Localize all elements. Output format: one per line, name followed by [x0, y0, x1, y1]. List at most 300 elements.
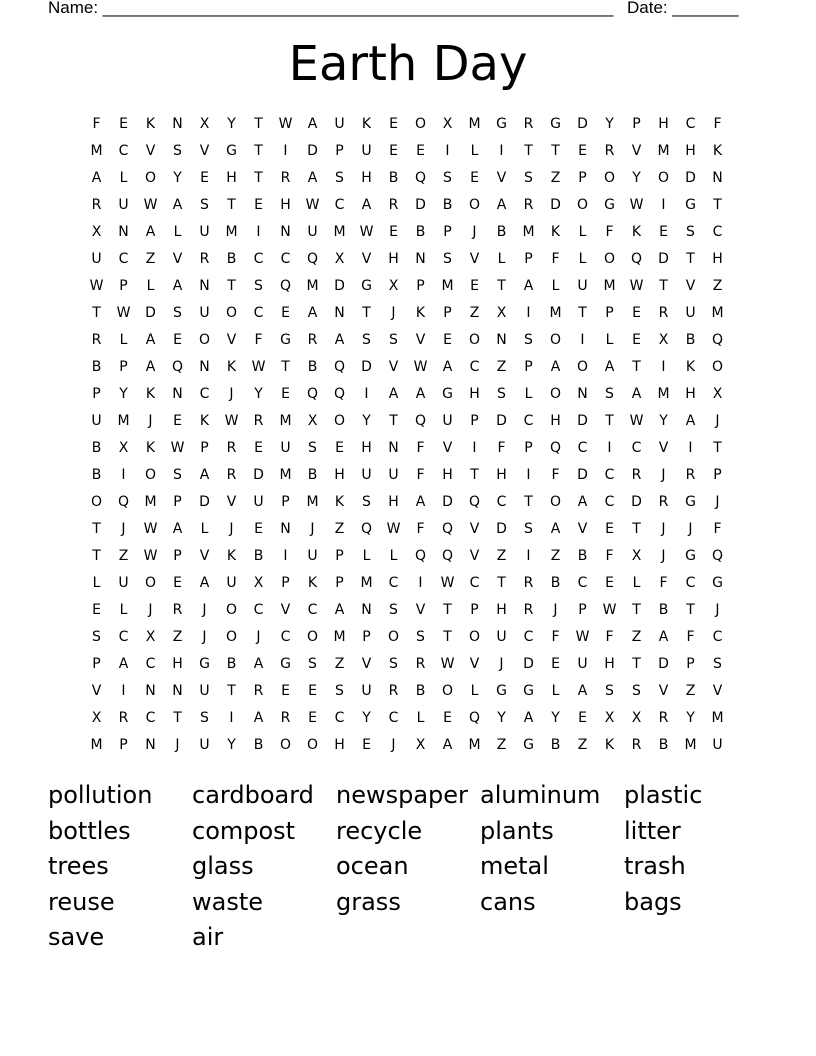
grid-letter: Q — [360, 521, 373, 537]
grid-letter: Q — [279, 278, 292, 294]
grid-letter: I — [256, 224, 261, 240]
grid-letter: D — [145, 305, 156, 321]
grid-letter: A — [307, 305, 318, 321]
grid-letter: A — [253, 656, 264, 672]
grid-letter: U — [388, 467, 399, 483]
grid-letter: K — [550, 224, 561, 240]
grid-letter: I — [445, 143, 450, 159]
grid-letter: J — [715, 413, 720, 429]
grid-letter: R — [307, 332, 318, 348]
grid-letter: P — [281, 575, 290, 591]
grid-letter: A — [577, 683, 588, 699]
grid-letter: M — [657, 143, 670, 159]
grid-letter: P — [119, 278, 128, 294]
grid-letter: T — [605, 413, 614, 429]
name-field-label: Name: ______________________________________________________ — [48, 0, 614, 17]
grid-letter: E — [173, 332, 182, 348]
grid-letter: F — [713, 116, 722, 132]
grid-letter: J — [391, 305, 396, 321]
grid-letter: G — [550, 116, 561, 132]
grid-letter: R — [523, 602, 534, 618]
grid-letter: E — [254, 440, 263, 456]
grid-letter: O — [279, 737, 292, 753]
grid-letter: T — [497, 575, 506, 591]
grid-letter: C — [523, 629, 534, 645]
grid-row — [83, 246, 731, 273]
grid-letter: E — [308, 683, 317, 699]
grid-letter: A — [334, 332, 345, 348]
grid-letter: C — [307, 602, 318, 618]
grid-letter: R — [253, 413, 264, 429]
grid-letter: B — [307, 467, 318, 483]
grid-letter: P — [173, 548, 182, 564]
grid-letter: D — [685, 170, 696, 186]
grid-letter: T — [227, 278, 236, 294]
grid-letter: C — [253, 305, 264, 321]
grid-letter: Q — [630, 251, 643, 267]
grid-letter: H — [361, 440, 372, 456]
grid-letter: O — [603, 170, 616, 186]
grid-letter: M — [711, 710, 724, 726]
grid-letter: A — [604, 359, 615, 375]
grid-letter: B — [658, 737, 669, 753]
grid-letter: F — [416, 521, 425, 537]
grid-letter: C — [577, 440, 588, 456]
grid-letter: X — [253, 575, 264, 591]
grid-letter: J — [229, 386, 234, 402]
grid-letter: T — [227, 197, 236, 213]
grid-letter: E — [308, 710, 317, 726]
grid-letter: H — [604, 656, 615, 672]
grid-letter: Y — [362, 710, 371, 726]
grid-letter: S — [173, 467, 182, 483]
grid-letter: K — [145, 386, 156, 402]
grid-letter: S — [524, 521, 533, 537]
grid-letter: O — [549, 332, 562, 348]
grid-letter: T — [524, 143, 533, 159]
grid-letter: C — [712, 629, 723, 645]
grid-row — [83, 300, 731, 327]
grid-letter: E — [254, 197, 263, 213]
grid-letter: J — [310, 521, 315, 537]
grid-letter: H — [496, 467, 507, 483]
grid-letter: R — [388, 683, 399, 699]
grid-row — [83, 354, 731, 381]
grid-letter: O — [657, 170, 670, 186]
grid-letter: L — [200, 521, 209, 537]
grid-letter: G — [685, 197, 696, 213]
grid-letter: V — [199, 548, 210, 564]
grid-letter: H — [226, 170, 237, 186]
grid-letter: T — [389, 413, 398, 429]
grid-letter: M — [360, 575, 373, 591]
grid-letter: G — [523, 737, 534, 753]
grid-letter: R — [631, 737, 642, 753]
grid-letter: G — [361, 278, 372, 294]
grid-letter: U — [685, 305, 696, 321]
grid-letter: P — [578, 170, 587, 186]
grid-letter: G — [712, 575, 723, 591]
grid-letter: E — [443, 332, 452, 348]
grid-letter: Q — [306, 251, 319, 267]
grid-row — [83, 678, 731, 705]
grid-letter: V — [712, 683, 723, 699]
grid-letter: X — [145, 629, 156, 645]
grid-letter: F — [551, 467, 560, 483]
grid-letter: L — [389, 548, 398, 564]
grid-letter: B — [550, 575, 561, 591]
grid-letter: I — [607, 440, 612, 456]
word-bank — [48, 778, 768, 956]
grid-letter: F — [416, 467, 425, 483]
grid-letter: P — [92, 386, 101, 402]
grid-letter: P — [200, 440, 209, 456]
grid-letter: Z — [631, 629, 642, 645]
grid-letter: S — [335, 683, 344, 699]
word-bank-item: grass — [336, 887, 401, 916]
grid-letter: V — [469, 521, 480, 537]
grid-letter: B — [388, 170, 399, 186]
grid-letter: Z — [334, 656, 345, 672]
grid-letter: H — [388, 494, 399, 510]
grid-letter: C — [604, 494, 615, 510]
word-bank-item: reuse — [48, 887, 115, 916]
grid-letter: A — [172, 197, 183, 213]
word-bank-item: plants — [480, 816, 554, 845]
grid-letter: Q — [414, 548, 427, 564]
grid-letter: Y — [173, 170, 182, 186]
grid-letter: Q — [711, 332, 724, 348]
grid-letter: V — [469, 251, 480, 267]
grid-letter: F — [497, 440, 506, 456]
word-bank-item: save — [48, 923, 105, 952]
grid-letter: U — [253, 494, 264, 510]
grid-letter: X — [631, 548, 642, 564]
grid-letter: D — [253, 467, 264, 483]
grid-letter: Y — [227, 116, 236, 132]
grid-letter: J — [148, 413, 153, 429]
grid-letter: J — [499, 656, 504, 672]
grid-letter: O — [711, 359, 724, 375]
grid-letter: S — [335, 170, 344, 186]
grid-letter: C — [199, 386, 210, 402]
grid-letter: A — [631, 386, 642, 402]
grid-letter: Q — [468, 710, 481, 726]
grid-letter: Z — [496, 737, 507, 753]
grid-letter: Q — [468, 494, 481, 510]
grid-letter: M — [549, 305, 562, 321]
grid-row — [83, 543, 731, 570]
grid-letter: Z — [550, 548, 561, 564]
grid-letter: D — [334, 278, 345, 294]
grid-letter: B — [442, 197, 453, 213]
grid-letter: V — [658, 440, 669, 456]
grid-letter: E — [92, 602, 101, 618]
grid-letter: P — [578, 602, 587, 618]
word-bank-item: compost — [192, 816, 296, 845]
grid-letter: O — [576, 197, 589, 213]
grid-letter: Y — [551, 710, 560, 726]
grid-letter: W — [575, 629, 590, 645]
grid-letter: E — [119, 116, 128, 132]
grid-letter: B — [253, 737, 264, 753]
grid-letter: K — [685, 359, 696, 375]
grid-letter: S — [200, 197, 209, 213]
grid-letter: G — [199, 656, 210, 672]
grid-row — [83, 192, 731, 219]
grid-letter: Z — [577, 737, 588, 753]
grid-letter: L — [146, 278, 155, 294]
grid-letter: W — [143, 548, 158, 564]
grid-letter: Z — [712, 278, 723, 294]
grid-letter: E — [632, 305, 641, 321]
grid-letter: V — [280, 602, 291, 618]
grid-letter: A — [685, 413, 696, 429]
grid-letter: T — [470, 467, 479, 483]
grid-letter: C — [496, 494, 507, 510]
grid-letter: M — [333, 224, 346, 240]
grid-letter: O — [225, 629, 238, 645]
grid-letter: K — [334, 494, 345, 510]
grid-letter: D — [523, 656, 534, 672]
grid-letter: A — [415, 386, 426, 402]
grid-letter: B — [577, 548, 588, 564]
grid-letter: X — [91, 224, 102, 240]
grid-letter: M — [225, 224, 238, 240]
grid-letter: F — [605, 548, 614, 564]
grid-letter: O — [225, 602, 238, 618]
grid-letter: T — [632, 602, 641, 618]
grid-letter: Z — [496, 359, 507, 375]
grid-letter: R — [91, 332, 102, 348]
grid-letter: B — [253, 548, 264, 564]
grid-letter: W — [386, 521, 401, 537]
grid-letter: U — [118, 197, 129, 213]
grid-letter: I — [472, 440, 477, 456]
grid-letter: S — [389, 602, 398, 618]
grid-letter: N — [361, 602, 372, 618]
grid-letter: D — [496, 413, 507, 429]
grid-letter: V — [226, 332, 237, 348]
grid-letter: T — [254, 170, 263, 186]
grid-letter: T — [443, 629, 452, 645]
grid-letter: Y — [632, 170, 641, 186]
grid-letter: M — [279, 467, 292, 483]
grid-letter: P — [524, 440, 533, 456]
grid-letter: R — [523, 116, 534, 132]
grid-row — [83, 705, 731, 732]
grid-letter: G — [685, 494, 696, 510]
word-bank-item: cans — [480, 887, 536, 916]
grid-letter: J — [553, 602, 558, 618]
grid-letter: I — [364, 386, 369, 402]
grid-letter: P — [470, 602, 479, 618]
grid-letter: U — [334, 116, 345, 132]
grid-letter: M — [279, 413, 292, 429]
grid-letter: U — [361, 683, 372, 699]
grid-letter: E — [173, 575, 182, 591]
grid-letter: L — [92, 575, 101, 591]
grid-letter: D — [658, 251, 669, 267]
grid-letter: Z — [334, 521, 345, 537]
grid-letter: Q — [441, 548, 454, 564]
grid-row — [83, 165, 731, 192]
grid-letter: Q — [306, 386, 319, 402]
grid-letter: S — [173, 143, 182, 159]
grid-letter: A — [523, 278, 534, 294]
grid-letter: D — [199, 494, 210, 510]
grid-letter: E — [173, 413, 182, 429]
grid-row — [83, 489, 731, 516]
grid-letter: T — [92, 521, 101, 537]
grid-letter: H — [469, 386, 480, 402]
grid-letter: S — [389, 656, 398, 672]
grid-letter: H — [685, 386, 696, 402]
grid-letter: R — [658, 494, 669, 510]
grid-letter: E — [551, 656, 560, 672]
grid-letter: P — [443, 305, 452, 321]
grid-letter: E — [389, 224, 398, 240]
grid-letter: O — [306, 737, 319, 753]
grid-letter: T — [632, 359, 641, 375]
grid-letter: A — [91, 170, 102, 186]
grid-letter: Z — [172, 629, 183, 645]
grid-letter: T — [227, 683, 236, 699]
grid-letter: W — [89, 278, 104, 294]
letter-grid — [83, 111, 731, 759]
grid-letter: X — [334, 251, 345, 267]
grid-letter: L — [470, 683, 479, 699]
grid-letter: C — [118, 629, 129, 645]
grid-letter: W — [629, 197, 644, 213]
grid-letter: Q — [711, 548, 724, 564]
grid-letter: V — [442, 440, 453, 456]
grid-letter: I — [121, 467, 126, 483]
grid-letter: O — [198, 332, 211, 348]
grid-letter: M — [306, 278, 319, 294]
grid-letter: S — [389, 332, 398, 348]
grid-letter: J — [661, 521, 666, 537]
grid-letter: R — [388, 197, 399, 213]
grid-letter: O — [549, 386, 562, 402]
grid-row — [83, 138, 731, 165]
grid-letter: T — [443, 602, 452, 618]
grid-letter: V — [226, 494, 237, 510]
grid-letter: X — [91, 710, 102, 726]
grid-letter: E — [605, 575, 614, 591]
grid-letter: M — [522, 224, 535, 240]
grid-letter: T — [659, 278, 668, 294]
grid-letter: L — [173, 224, 182, 240]
grid-letter: J — [175, 737, 180, 753]
grid-letter: S — [605, 386, 614, 402]
grid-letter: J — [661, 548, 666, 564]
grid-row — [83, 273, 731, 300]
grid-letter: H — [685, 143, 696, 159]
grid-letter: C — [145, 710, 156, 726]
grid-letter: P — [605, 305, 614, 321]
grid-letter: X — [712, 386, 723, 402]
grid-letter: R — [604, 143, 615, 159]
grid-letter: X — [388, 278, 399, 294]
grid-letter: H — [172, 656, 183, 672]
grid-letter: G — [523, 683, 534, 699]
grid-letter: E — [335, 440, 344, 456]
grid-letter: S — [362, 494, 371, 510]
grid-letter: C — [712, 224, 723, 240]
grid-letter: M — [90, 737, 103, 753]
grid-letter: L — [605, 332, 614, 348]
grid-letter: T — [686, 602, 695, 618]
grid-letter: C — [145, 656, 156, 672]
grid-letter: M — [144, 494, 157, 510]
grid-row — [83, 327, 731, 354]
grid-letter: A — [550, 521, 561, 537]
grid-letter: Y — [227, 737, 236, 753]
grid-letter: J — [256, 629, 261, 645]
grid-letter: B — [550, 737, 561, 753]
grid-letter: D — [631, 494, 642, 510]
grid-letter: N — [172, 683, 183, 699]
grid-letter: N — [145, 683, 156, 699]
grid-letter: T — [92, 305, 101, 321]
grid-letter: I — [499, 143, 504, 159]
grid-letter: O — [306, 629, 319, 645]
grid-letter: T — [632, 521, 641, 537]
grid-letter: Q — [441, 521, 454, 537]
grid-letter: C — [388, 575, 399, 591]
grid-letter: Y — [686, 710, 695, 726]
grid-letter: E — [659, 224, 668, 240]
grid-letter: H — [334, 467, 345, 483]
grid-letter: L — [497, 251, 506, 267]
grid-letter: A — [172, 521, 183, 537]
grid-letter: Y — [254, 386, 263, 402]
grid-letter: I — [283, 548, 288, 564]
grid-letter: C — [388, 710, 399, 726]
grid-letter: T — [254, 116, 263, 132]
grid-letter: U — [577, 278, 588, 294]
grid-letter: P — [686, 656, 695, 672]
grid-letter: S — [92, 629, 101, 645]
word-bank-item: ocean — [336, 852, 409, 881]
grid-letter: V — [631, 143, 642, 159]
word-bank-item: waste — [192, 887, 264, 916]
grid-letter: U — [307, 224, 318, 240]
grid-letter: S — [308, 440, 317, 456]
grid-row — [83, 111, 731, 138]
grid-letter: U — [226, 575, 237, 591]
grid-letter: I — [661, 197, 666, 213]
grid-letter: A — [118, 656, 129, 672]
grid-letter: S — [524, 332, 533, 348]
grid-letter: N — [199, 278, 210, 294]
grid-letter: C — [280, 629, 291, 645]
grid-letter: I — [688, 440, 693, 456]
grid-letter: M — [603, 278, 616, 294]
grid-letter: U — [118, 575, 129, 591]
grid-letter: L — [362, 548, 371, 564]
grid-letter: R — [118, 710, 129, 726]
word-bank-item: cardboard — [192, 781, 314, 809]
grid-letter: P — [92, 656, 101, 672]
word-bank-item: recycle — [336, 816, 423, 845]
grid-letter: C — [631, 440, 642, 456]
grid-letter: D — [577, 467, 588, 483]
grid-letter: T — [686, 251, 695, 267]
grid-letter: X — [199, 116, 210, 132]
grid-letter: S — [632, 683, 641, 699]
